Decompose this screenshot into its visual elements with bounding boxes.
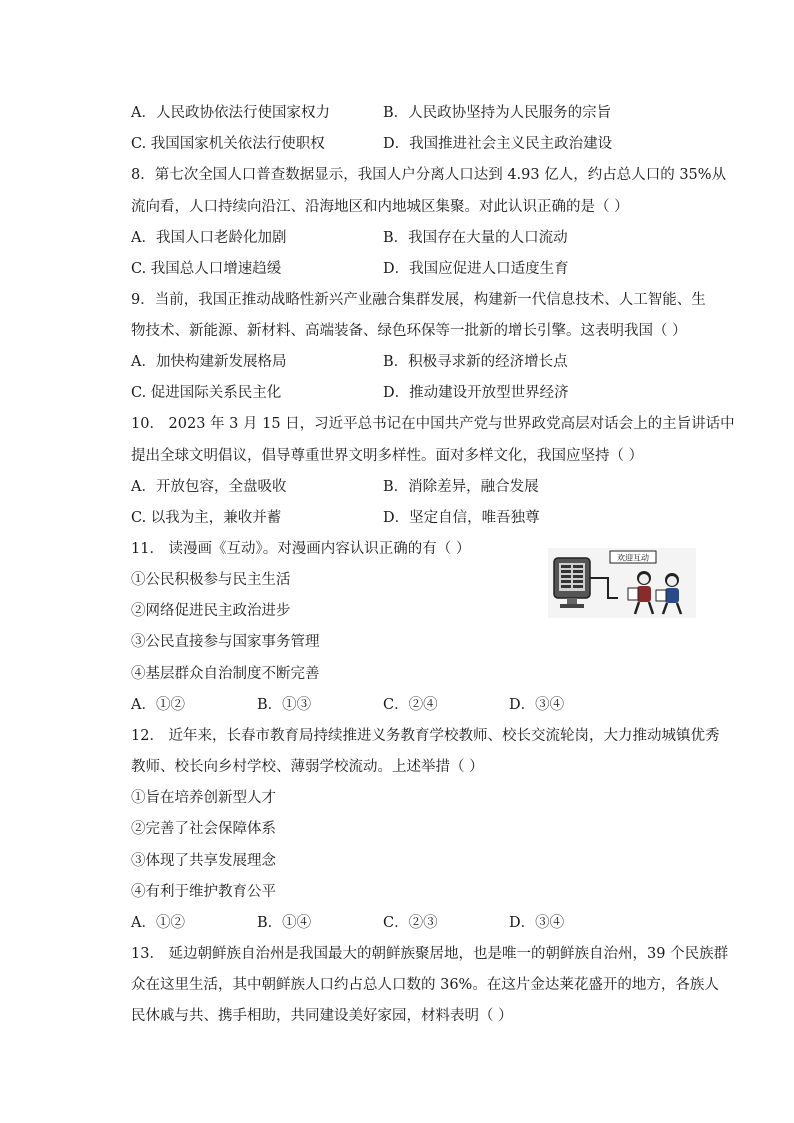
q11-item-3: ③公民直接参与国家事务管理: [131, 634, 320, 650]
q9-option-d: D．推动建设开放型世界经济: [383, 385, 569, 401]
q12-item-4: ④有利于维护教育公平: [131, 884, 276, 900]
q11-option-d: D．③④: [509, 697, 565, 713]
q12-option-d: D．③④: [509, 915, 565, 931]
q10-stem-line-2: 提出全球文明倡议，倡导尊重世界文明多样性。面对多样文化，我国应坚持（ ）: [131, 448, 644, 464]
q8-option-c: C. 我国总人口增速趋缓: [131, 261, 282, 277]
q13-stem-line-1: 13． 延边朝鲜族自治州是我国最大的朝鲜族聚居地，也是唯一的朝鲜族自治州，39 个民族群: [131, 946, 729, 962]
q13-stem-line-2: 众在这里生活，其中朝鲜族人口约占总人口数的 36%。在这片金达莱花盛开的地方，各族人: [131, 977, 719, 993]
q11-item-2: ②网络促进民主政治进步: [131, 603, 291, 619]
q12-option-c: C．②③: [383, 915, 438, 931]
q7-option-a: A．人民政协依法行使国家权力: [131, 105, 330, 121]
q7-option-c: C. 我国国家机关依法行使职权: [131, 136, 325, 152]
q8-option-b: B．我国存在大量的人口流动: [383, 230, 568, 246]
q7-option-d: D．我国推进社会主义民主政治建设: [383, 136, 613, 152]
q10-option-c: C. 以我为主，兼收并蓄: [131, 510, 282, 526]
q9-option-c: C. 促进国际关系民主化: [131, 385, 282, 401]
q11-option-c: C．②④: [383, 697, 438, 713]
cartoon-interaction-image: [548, 548, 696, 618]
q11-item-4: ④基层群众自治制度不断完善: [131, 666, 320, 682]
q13-stem-line-3: 民休戚与共、携手相助，共同建设美好家园，材料表明（ ）: [131, 1008, 513, 1024]
q8-stem-line-2: 流向看，人口持续向沿江、沿海地区和内地城区集聚。对此认识正确的是（ ）: [131, 199, 629, 215]
q10-option-b: B．消除差异，融合发展: [383, 479, 539, 495]
q10-option-a: A．开放包容，全盘吸收: [131, 479, 287, 495]
q7-option-b: B．人民政协坚持为人民服务的宗旨: [383, 105, 612, 121]
q11-option-a: A．①②: [131, 697, 185, 713]
q12-option-a: A．①②: [131, 915, 185, 931]
q12-stem-line-2: 教师、校长向乡村学校、薄弱学校流动。上述举措（ ）: [131, 759, 484, 775]
q11-stem-line-1: 11． 读漫画《互动》。对漫画内容认识正确的有（ ）: [131, 541, 471, 557]
q10-option-d: D．坚定自信，唯吾独尊: [383, 510, 540, 526]
q9-option-b: B．积极寻求新的经济增长点: [383, 354, 568, 370]
q8-option-a: A．我国人口老龄化加剧: [131, 230, 287, 246]
q9-option-a: A．加快构建新发展格局: [131, 354, 287, 370]
q12-stem-line-1: 12． 近年来，长春市教育局持续推进义务教育学校教师、校长交流轮岗，大力推动城镇优秀: [131, 728, 720, 744]
q11-item-1: ①公民积极参与民主生活: [131, 572, 291, 588]
q12-item-3: ③体现了共享发展理念: [131, 853, 276, 869]
q11-option-b: B．①③: [257, 697, 312, 713]
q9-stem-line-1: 9．当前，我国正推动战略性新兴产业融合集群发展，构建新一代信息技术、人工智能、生: [131, 292, 706, 308]
q8-option-d: D．我国应促进人口适度生育: [383, 261, 569, 277]
q12-option-b: B．①④: [257, 915, 312, 931]
q12-item-2: ②完善了社会保障体系: [131, 821, 276, 837]
cartoon-caption: 欢迎互动: [617, 553, 649, 563]
q9-stem-line-2: 物技术、新能源、新材料、高端装备、绿色环保等一批新的增长引擎。这表明我国（ ）: [131, 323, 687, 339]
q12-item-1: ①旨在培养创新型人才: [131, 790, 276, 806]
q10-stem-line-1: 10． 2023 年 3 月 15 日，习近平总书记在中国共产党与世界政党高层对话会上的主旨讲话中: [131, 416, 735, 432]
q8-stem-line-1: 8．第七次全国人口普查数据显示，我国人户分离人口达到 4.93 亿人，约占总人口的 35%从: [131, 167, 727, 183]
